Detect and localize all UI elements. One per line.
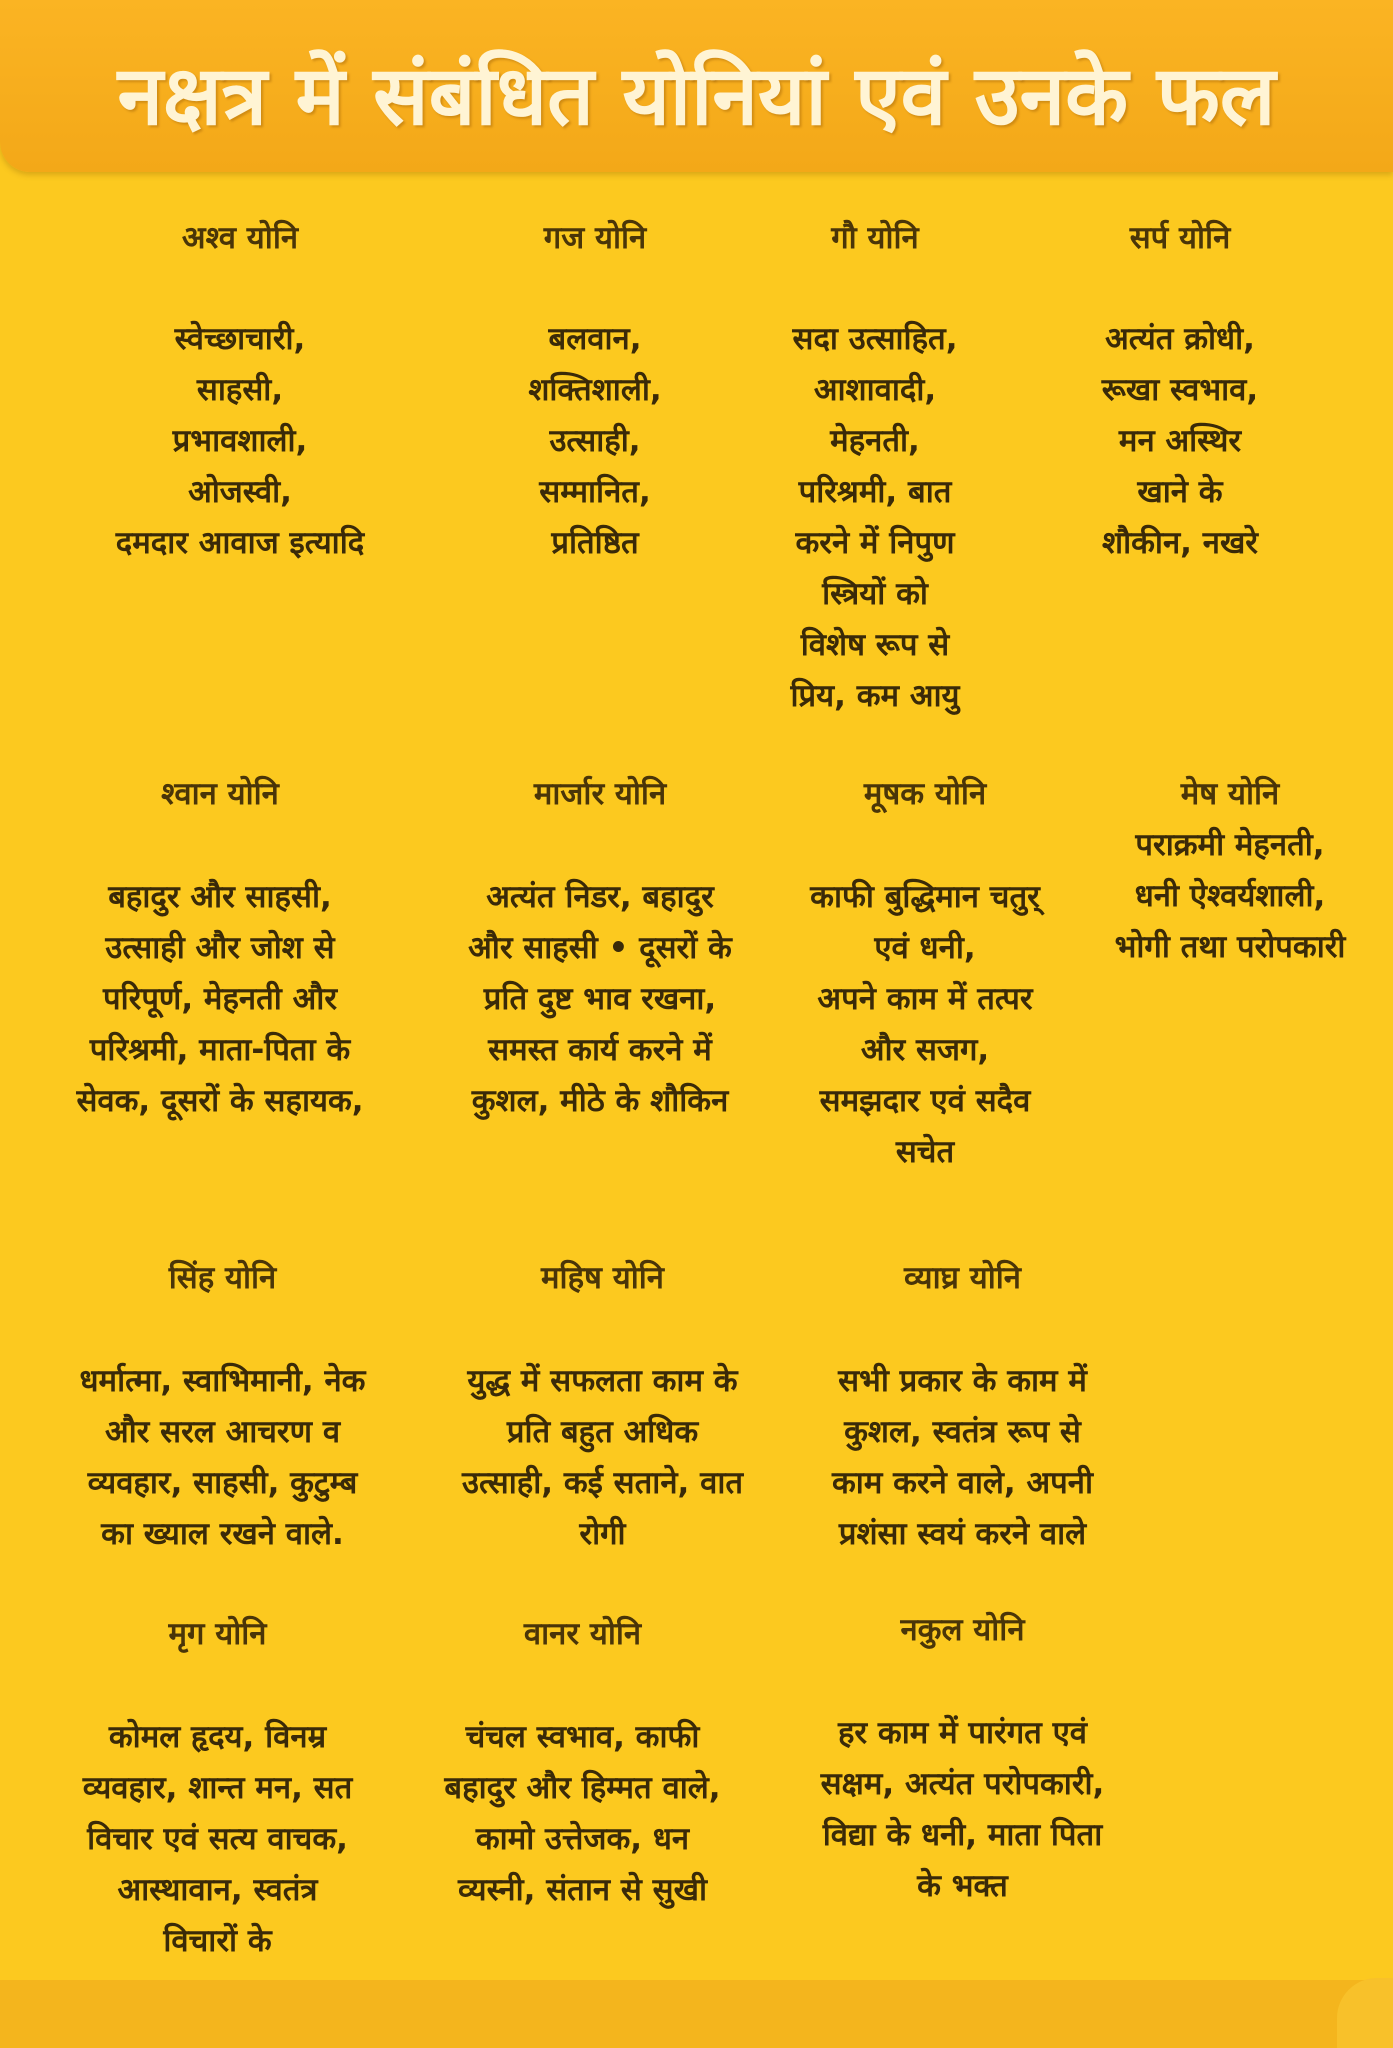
yoni-name: सिंह योनि <box>168 1260 277 1296</box>
yoni-desc: स्वेच्छाचारी, साहसी, प्रभावशाली, ओजस्वी, दमदार आवाज इत्यादि <box>115 321 365 561</box>
footer-bar <box>0 1980 1393 2048</box>
yoni-name: व्याघ्र योनि <box>904 1260 1021 1296</box>
yoni-sarp <box>1040 218 1320 569</box>
yoni-name: मार्जार योनि <box>533 776 667 812</box>
yoni-desc: सभी प्रकार के काम में कुशल, स्वतंत्र रूप से काम करने वाले, अपनी प्रशंसा स्वयं करने वाले <box>831 1363 1094 1552</box>
yoni-desc: कोमल हृदय, विनम्र व्यवहार, शान्त मन, सत विचार एवं सत्य वाचक, आस्थावान, स्वतंत्र विचारों के <box>82 1719 353 1959</box>
yoni-name: सर्प योनि <box>1129 220 1231 256</box>
yoni-vanar <box>405 1614 760 1916</box>
yoni-desc: युद्ध में सफलता काम के प्रति बहुत अधिक उत्साही, कई सताने, वात रोगी <box>461 1363 744 1552</box>
yoni-nakul <box>780 1610 1145 1912</box>
page-title: नक्षत्र में संबंधित योनियां एवं उनके फल <box>117 49 1276 144</box>
yoni-mahish <box>425 1258 780 1560</box>
yoni-name: श्वान योनि <box>161 776 279 812</box>
yoni-vyaghra <box>790 1258 1135 1560</box>
yoni-desc: धर्मात्मा, स्वाभिमानी, नेक और सरल आचरण व व्यवहार, साहसी, कुटुम्ब का ख्याल रखने वाले. <box>79 1363 366 1552</box>
yoni-ashva <box>40 218 440 569</box>
yoni-shvan <box>20 774 420 1127</box>
yoni-singh <box>25 1258 420 1560</box>
yoni-desc: बलवान, शक्तिशाली, उत्साही, सम्मानित, प्रतिष्ठित <box>528 321 662 561</box>
yoni-gau <box>740 218 1010 722</box>
yoni-desc: सदा उत्साहित, आशावादी, मेहनती, परिश्रमी, बात करने में निपुण स्त्रियों को विशेष रूप से प्रिय, कम आयु <box>790 321 960 714</box>
yoni-name: मृग योनि <box>168 1616 267 1652</box>
yoni-desc: चंचल स्वभाव, काफी बहादुर और हिम्मत वाले, कामो उत्तेजक, धन व्यस्नी, संतान से सुखी <box>444 1719 721 1908</box>
yoni-desc: अत्यंत क्रोधी, रूखा स्वभाव, मन अस्थिर खाने के शौकीन, नखरे <box>1101 321 1259 561</box>
yoni-mesh <box>1080 774 1380 973</box>
yoni-name: वानर योनि <box>523 1616 642 1652</box>
yoni-name: महिष योनि <box>541 1260 664 1296</box>
yoni-mushak <box>770 774 1080 1178</box>
yoni-desc: अत्यंत निडर, बहादुर और साहसी • दूसरों के प्रति दुष्ट भाव रखना, समस्त कार्य करने में कुशल, मीठे के शौकिन <box>468 879 732 1119</box>
yoni-name: अश्व योनि <box>181 220 299 256</box>
yoni-name: नकुल योनि <box>900 1612 1025 1648</box>
yoni-name: गज योनि <box>543 220 647 256</box>
yoni-desc: काफी बुद्धिमान चतुर् एवं धनी, अपने काम में तत्पर और सजग, समझदार एवं सदैव सचेत <box>810 879 1040 1170</box>
yoni-desc: बहादुर और साहसी, उत्साही और जोश से परिपूर्ण, मेहनती और परिश्रमी, माता-पिता के सेवक, दूसरों के सहायक, <box>76 879 364 1119</box>
yoni-name: मेष योनि <box>1180 776 1280 812</box>
yoni-gaj <box>455 218 735 569</box>
yoni-desc: पराक्रमी मेहनती, धनी ऐश्वर्यशाली, भोगी तथा परोपकारी <box>1114 827 1346 965</box>
yoni-name: मूषक योनि <box>863 776 987 812</box>
yoni-desc: हर काम में पारंगत एवं सक्षम, अत्यंत परोपकारी, विद्या के धनी, माता पिता के भक्त <box>820 1715 1105 1904</box>
yoni-name: गौ योनि <box>831 220 919 256</box>
header-banner <box>0 0 1393 172</box>
yoni-mrig <box>35 1614 400 1967</box>
yoni-marjar <box>425 774 775 1127</box>
